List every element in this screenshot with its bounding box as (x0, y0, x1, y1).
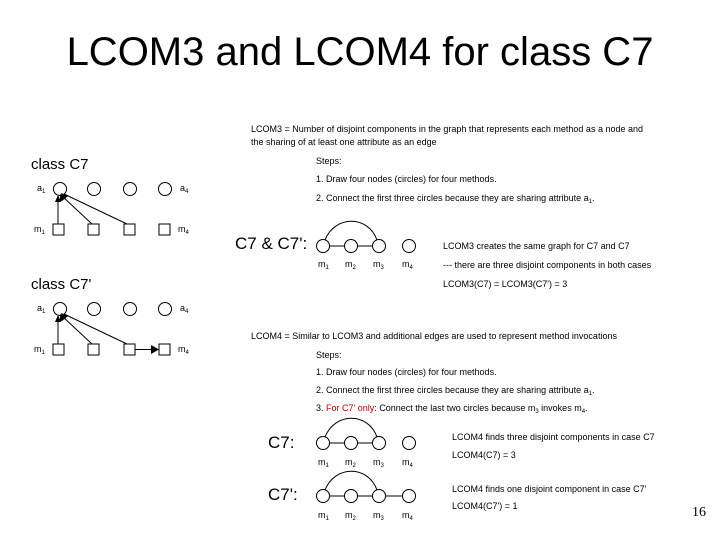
lcom3-graph-label: C7 & C7': (235, 234, 308, 253)
lcom4-steps-label: Steps: (316, 350, 342, 360)
c7-edge-m3-a1 (64, 194, 127, 224)
lcom4-step1: 1. Draw four nodes (circles) for four methods. (316, 367, 497, 377)
lcom4-c7-edge-m1-m3 (325, 418, 377, 437)
lcom3-node-label-m2: $m_2$ (345, 259, 356, 271)
c7p-attr-last-label: $a_4$ (180, 303, 189, 315)
page-number: 16 (692, 505, 706, 520)
lcom3-node-m3 (373, 240, 386, 253)
lcom4-c7-node-label-m1: $m_1$ (318, 457, 329, 469)
c7-arrowhead-3 (61, 193, 68, 201)
c7-method-node-m3 (124, 224, 135, 235)
c7p-arrowhead-2 (60, 314, 66, 322)
lcom4-c7p-node-m3 (373, 490, 386, 503)
c7p-arrowhead-invoke (151, 345, 159, 354)
c7p-method-first-label: $m_1$ (34, 344, 45, 356)
lcom4-c7p-node-label-m2: $m_2$ (345, 510, 356, 522)
lcom4-c7p-node-m1 (317, 490, 330, 503)
lcom4-step2: 2. Connect the first three circles because they are sharing attribute $a_1$. (316, 385, 595, 397)
lcom4-c7-node-m4 (403, 437, 416, 450)
lcom4-graph2-label: C7': (268, 485, 298, 504)
class-c7-label: class C7 (31, 156, 89, 173)
c7p-attr-node-a4 (159, 303, 172, 316)
lcom3-step1: 1. Draw four nodes (circles) for four methods. (316, 174, 497, 184)
lcom4-graph1-label: C7: (268, 433, 295, 452)
lcom3-note1: LCOM3 creates the same graph for C7 and C7 (443, 241, 630, 251)
c7-attr-node-a1 (54, 183, 67, 196)
c7-attr-node-a4 (159, 183, 172, 196)
c7-edge-m2-a1 (62, 196, 92, 224)
lcom4-c7p-node-label-m4: $m_4$ (402, 510, 413, 522)
c7-attr-node-a3 (124, 183, 137, 196)
c7-method-first-label: $m_1$ (34, 224, 45, 236)
c7p-method-node-m1 (53, 344, 64, 355)
c7p-method-node-m2 (88, 344, 99, 355)
class-c7-prime-label: class C7' (31, 276, 92, 293)
c7p-attr-node-a2 (88, 303, 101, 316)
slide-title: LCOM3 and LCOM4 for class C7 (66, 30, 654, 74)
c7p-method-node-m3 (124, 344, 135, 355)
lcom3-node-label-m1: $m_1$ (318, 259, 329, 271)
c7p-edge-m2-a1 (62, 316, 92, 344)
c7p-method-node-m4 (159, 344, 170, 355)
lcom4-graph1-note1: LCOM4 finds three disjoint components in case C7 (452, 432, 655, 442)
lcom3-node-m4 (403, 240, 416, 253)
lcom4-c7p-edge-m1-m3 (325, 471, 377, 490)
c7p-arrowhead-3 (61, 313, 68, 321)
c7-method-node-m2 (88, 224, 99, 235)
c7p-method-last-label: $m_4$ (178, 344, 189, 356)
lcom3-note3: LCOM3(C7) = LCOM3(C7') = 3 (443, 279, 568, 289)
c7-attr-last-label: $a_4$ (180, 183, 189, 195)
c7-method-node-m1 (53, 224, 64, 235)
lcom3-node-label-m4: $m_4$ (402, 259, 413, 271)
lcom3-node-m1 (317, 240, 330, 253)
lcom3-node-m2 (345, 240, 358, 253)
lcom4-c7p-node-label-m3: $m_3$ (373, 510, 384, 522)
lcom4-graph2-note2: LCOM4(C7') = 1 (452, 501, 518, 511)
lcom3-definition-line1: LCOM3 = Number of disjoint components in the graph that represents each method as a node and (251, 124, 643, 134)
lcom4-graph2-note1: LCOM4 finds one disjoint component in case C7' (452, 484, 647, 494)
lcom3-note2: --- there are three disjoint components in both cases (443, 260, 652, 270)
c7p-attr-node-a1 (54, 303, 67, 316)
lcom4-c7-node-m1 (317, 437, 330, 450)
lcom4-c7-node-label-m2: $m_2$ (345, 457, 356, 469)
c7-attr-node-a2 (88, 183, 101, 196)
c7-method-node-m4 (159, 224, 170, 235)
c7p-attr-first-label: $a_1$ (37, 303, 46, 315)
c7-method-last-label: $m_4$ (178, 224, 189, 236)
lcom3-edge-m1-m3 (325, 221, 377, 240)
c7p-arrowhead-1 (55, 315, 61, 322)
c7p-edge-m3-a1 (64, 314, 127, 344)
lcom4-c7p-node-m2 (345, 490, 358, 503)
lcom4-c7-node-label-m4: $m_4$ (402, 457, 413, 469)
lcom4-c7-node-label-m3: $m_3$ (373, 457, 384, 469)
lcom4-graph1-note2: LCOM4(C7) = 3 (452, 450, 516, 460)
lcom4-c7-node-m2 (345, 437, 358, 450)
lcom3-step2: 2. Connect the first three circles because they are sharing attribute $a_1$. (316, 193, 595, 205)
c7-attr-first-label: $a_1$ (37, 183, 46, 195)
lcom3-definition-line2: the sharing of at least one attribute as an edge (251, 137, 437, 147)
lcom3-steps-label: Steps: (316, 156, 342, 166)
c7p-attr-node-a3 (124, 303, 137, 316)
c7-arrowhead-1 (55, 195, 61, 202)
lcom4-c7p-node-label-m1: $m_1$ (318, 510, 329, 522)
c7-arrowhead-2 (60, 194, 66, 202)
lcom4-definition: LCOM4 = Similar to LCOM3 and additional edges are used to represent method invocations (251, 331, 617, 341)
lcom4-c7p-node-m4 (403, 490, 416, 503)
lcom3-node-label-m3: $m_3$ (373, 259, 384, 271)
lcom4-step3: 3. For C7' only: Connect the last two circles because $m_3$ invokes $m_4$. (316, 403, 588, 415)
lcom4-c7-node-m3 (373, 437, 386, 450)
